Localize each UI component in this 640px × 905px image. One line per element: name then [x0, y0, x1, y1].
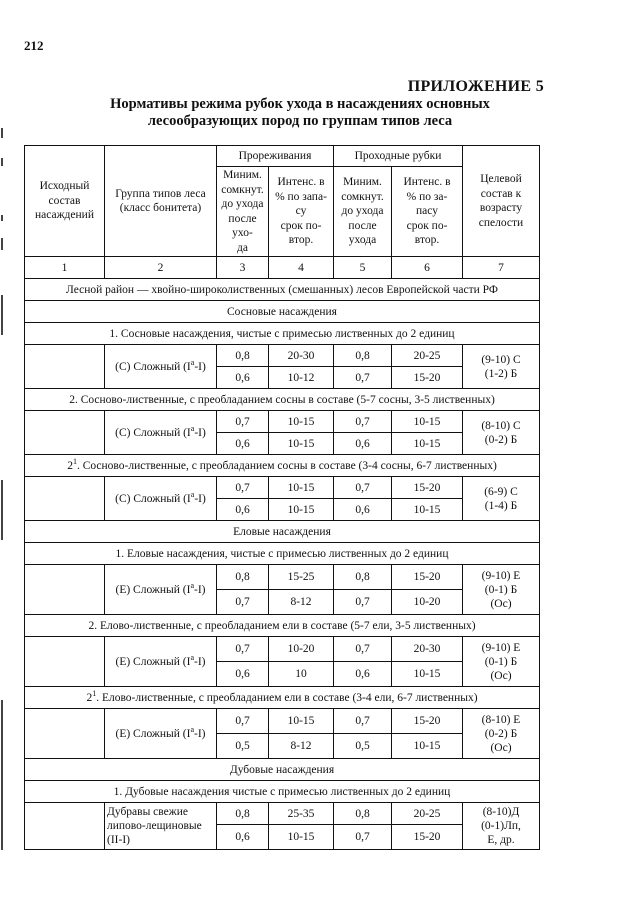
- table-row: [25, 411, 540, 433]
- spruce-subsection-1: 1. Еловые насаждения, чистые с примесью лиственных до 2 единиц: [25, 543, 540, 565]
- forest-type-cell: Дубравы свежие липово-лещиновые (II-I): [105, 803, 217, 850]
- page-number: 212: [24, 38, 44, 53]
- value-cell: 20-30: [269, 345, 334, 367]
- value-cell: 0,7: [334, 637, 392, 662]
- pine-subsection-2: 2. Сосново-лиственные, с преобладанием сосны в составе (5-7 сосны, 3-5 лиственных): [25, 389, 540, 411]
- table-row: [25, 803, 540, 825]
- col-num: 4: [269, 257, 334, 279]
- value-cell: 0,7: [334, 477, 392, 499]
- initial-composition-cell: [25, 803, 105, 850]
- value-cell: 10-15: [269, 477, 334, 499]
- value-cell: 0,6: [217, 433, 269, 455]
- col-num: 2: [105, 257, 217, 279]
- target-composition-cell: (8-10)Д (0-1)Лп, Е, др.: [463, 803, 540, 850]
- value-cell: 20-30: [392, 637, 463, 662]
- value-cell: 0,7: [334, 367, 392, 389]
- value-cell: 0,8: [334, 565, 392, 590]
- value-cell: 20-25: [392, 345, 463, 367]
- target-composition-cell: (6-9) С (1-4) Б: [463, 477, 540, 521]
- value-cell: 0,8: [334, 345, 392, 367]
- value-cell: 8-12: [269, 734, 334, 759]
- value-cell: 0,8: [217, 565, 269, 590]
- value-cell: 0,6: [217, 825, 269, 850]
- value-cell: 0,7: [334, 590, 392, 615]
- value-cell: 20-25: [392, 803, 463, 825]
- spruce-subsection-2-1: $2^1$. Елово-лиственные, с преобладанием ели в составе (3-4 ели, 6-7 лиственных): [25, 687, 540, 709]
- target-composition-cell: (8-10) С (0-2) Б: [463, 411, 540, 455]
- table-row: [25, 345, 540, 367]
- value-cell: 0,7: [217, 590, 269, 615]
- target-composition-cell: (8-10) Е (0-2) Б (Ос): [463, 709, 540, 759]
- header-initial-composition: Исходный состав насаждений: [25, 146, 105, 257]
- value-cell: 0,7: [217, 709, 269, 734]
- initial-composition-cell: [25, 709, 105, 759]
- table-row: [25, 637, 540, 662]
- value-cell: 0,7: [334, 709, 392, 734]
- header-intensity-passage: Интенс. в % по за- пасу срок по- втор.: [392, 167, 463, 257]
- value-cell: 0,6: [334, 662, 392, 687]
- initial-composition-cell: [25, 345, 105, 389]
- value-cell: 10-12: [269, 367, 334, 389]
- column-number-row: [25, 257, 540, 279]
- value-cell: 25-35: [269, 803, 334, 825]
- value-cell: 0,8: [217, 345, 269, 367]
- pine-heading: Сосновые насаждения: [25, 301, 540, 323]
- title-line-1: Нормативы режима рубок ухода в насаждениях основных: [110, 96, 490, 112]
- appendix-label: ПРИЛОЖЕНИЕ 5: [407, 78, 544, 95]
- document-title: [60, 96, 540, 130]
- value-cell: 10-15: [269, 709, 334, 734]
- value-cell: 10-15: [269, 499, 334, 521]
- header-target-composition: Целевой состав к возрасту спелости: [463, 146, 540, 257]
- target-composition-cell: (9-10) С (1-2) Б: [463, 345, 540, 389]
- value-cell: 0,7: [217, 637, 269, 662]
- spruce-heading: Еловые насаждения: [25, 521, 540, 543]
- col-num: 1: [25, 257, 105, 279]
- initial-composition-cell: [25, 411, 105, 455]
- value-cell: 15-20: [392, 565, 463, 590]
- oak-heading: Дубовые насаждения: [25, 759, 540, 781]
- col-num: 7: [463, 257, 540, 279]
- forest-type-cell: (С) Сложный $(I^а-I)$: [105, 477, 217, 521]
- value-cell: 10-20: [269, 637, 334, 662]
- target-composition-cell: (9-10) Е (0-1) Б (Ос): [463, 565, 540, 615]
- value-cell: 0,8: [217, 803, 269, 825]
- header-forest-type-group: Группа типов леса (класс бонитета): [105, 146, 217, 257]
- table-row: [25, 709, 540, 734]
- value-cell: 10-15: [269, 411, 334, 433]
- value-cell: 0,8: [334, 803, 392, 825]
- value-cell: 10-15: [392, 662, 463, 687]
- value-cell: 0,7: [334, 825, 392, 850]
- value-cell: 10-15: [269, 433, 334, 455]
- value-cell: 0,6: [334, 433, 392, 455]
- value-cell: 15-20: [392, 825, 463, 850]
- value-cell: 15-20: [392, 477, 463, 499]
- value-cell: 0,7: [217, 411, 269, 433]
- value-cell: 10: [269, 662, 334, 687]
- col-num: 6: [392, 257, 463, 279]
- pine-subsection-2-1: $2^1$. Сосново-лиственные, с преобладанием сосны в составе (3-4 сосны, 6-7 лиственных): [25, 455, 540, 477]
- value-cell: 10-15: [269, 825, 334, 850]
- col-num: 5: [334, 257, 392, 279]
- value-cell: 10-15: [392, 734, 463, 759]
- initial-composition-cell: [25, 637, 105, 687]
- pine-subsection-1: 1. Сосновые насаждения, чистые с примесью лиственных до 2 единиц: [25, 323, 540, 345]
- header-thinning: Прореживания: [217, 146, 334, 167]
- value-cell: 0,5: [217, 734, 269, 759]
- header-min-density-passage: Миним. сомкнут. до ухода после ухода: [334, 167, 392, 257]
- value-cell: 10-15: [392, 499, 463, 521]
- header-intensity-thinning: Интенс. в % по запа- су срок по- втор.: [269, 167, 334, 257]
- value-cell: 0,6: [217, 367, 269, 389]
- table-row: [25, 565, 540, 590]
- table-row: [25, 477, 540, 499]
- value-cell: 0,7: [217, 477, 269, 499]
- forest-type-cell: (Е) Сложный $(I^а-I)$: [105, 637, 217, 687]
- value-cell: 0,6: [334, 499, 392, 521]
- value-cell: 8-12: [269, 590, 334, 615]
- forest-type-cell: (С) Сложный $(I^а-I)$: [105, 345, 217, 389]
- value-cell: 0,6: [217, 662, 269, 687]
- spruce-subsection-2: 2. Елово-лиственные, с преобладанием ели в составе (5-7 ели, 3-5 лиственных): [25, 615, 540, 637]
- value-cell: 10-20: [392, 590, 463, 615]
- value-cell: 0,5: [334, 734, 392, 759]
- header-row-1: [25, 146, 540, 167]
- header-passage-cutting: Проходные рубки: [334, 146, 463, 167]
- target-composition-cell: (9-10) Е (0-1) Б (Ос): [463, 637, 540, 687]
- value-cell: 15-25: [269, 565, 334, 590]
- scan-edge-marks: [0, 0, 4, 905]
- header-min-density-thinning: Миним. сомкнут. до ухода после ухо- да: [217, 167, 269, 257]
- value-cell: 0,6: [217, 499, 269, 521]
- forest-type-cell: (С) Сложный $(I^а-I)$: [105, 411, 217, 455]
- forest-type-cell: (Е) Сложный $(I^а-I)$: [105, 565, 217, 615]
- initial-composition-cell: [25, 477, 105, 521]
- oak-subsection-1: 1. Дубовые насаждения чистые с примесью лиственных до 2 единиц: [25, 781, 540, 803]
- value-cell: 15-20: [392, 709, 463, 734]
- forest-type-cell: (Е) Сложный $(I^а-I)$: [105, 709, 217, 759]
- title-line-2: лесообразующих пород по группам типов леса: [147, 113, 453, 129]
- value-cell: 10-15: [392, 411, 463, 433]
- value-cell: 15-20: [392, 367, 463, 389]
- value-cell: 0,7: [334, 411, 392, 433]
- col-num: 3: [217, 257, 269, 279]
- region-heading: Лесной район — хвойно-широколиственных (смешанных) лесов Европейской части РФ: [25, 279, 540, 301]
- initial-composition-cell: [25, 565, 105, 615]
- value-cell: 10-15: [392, 433, 463, 455]
- norms-table: [24, 145, 540, 850]
